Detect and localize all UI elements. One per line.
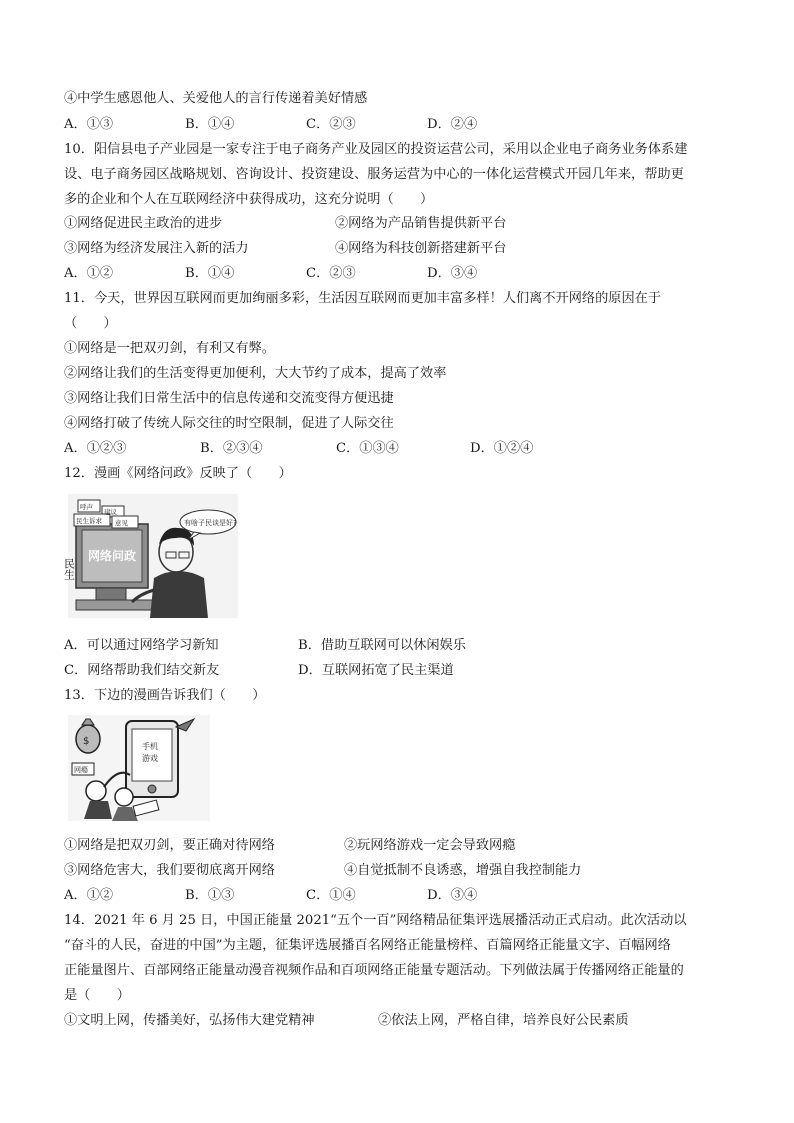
- q13-statement-3: ③网络危害大，我们要彻底离开网络: [64, 863, 275, 878]
- q13-statement-4: ④自觉抵制不良诱惑，增强自我控制能力: [344, 863, 582, 878]
- q13-label-text: 网瘾: [74, 766, 88, 774]
- q12-option-a: A．可以通过网络学习新知: [64, 638, 219, 653]
- q12-stem: 12．漫画《网络问政》反映了（ ）: [64, 466, 292, 481]
- q10-statement-4: ④网络为科技创新搭建新平台: [335, 241, 507, 256]
- q10-option-b: B．①④: [185, 266, 235, 281]
- q11-statement-1: ①网络是一把双刃剑，有利又有弊。: [64, 341, 275, 356]
- q10-statement-1: ①网络促进民主政治的进步: [64, 216, 223, 231]
- q11-option-a: A．①②③: [64, 441, 127, 456]
- q12-option-b: B．借助互联网可以休闲娱乐: [298, 638, 466, 653]
- q10-stem-line-3: 多的企业和个人在互联网经济中获得成功，这充分说明（ ）: [64, 192, 434, 207]
- q12-tag-4: 意见: [115, 519, 128, 527]
- q9-option-d: D．②④: [427, 117, 478, 132]
- q13-option-b: B．①③: [185, 888, 235, 903]
- q12-tag-1: 呼声: [80, 503, 93, 511]
- q12-tag-3: 民生诉求: [76, 517, 102, 525]
- q9-option-c: C．②③: [306, 117, 356, 132]
- q9-option-b: B．①④: [185, 117, 235, 132]
- q11-stem-line-2: （ ）: [64, 316, 117, 331]
- q10-option-a: A．①②: [64, 266, 114, 281]
- q14-stem-line-3: 正能量图片、百部网络正能量动漫音视频作品和百项网络正能量专题活动。下列做法属于传播网络正能量的: [64, 963, 684, 978]
- q13-stem: 13．下边的漫画告诉我们（ ）: [64, 688, 266, 703]
- q12-tag-2: 建议: [104, 508, 117, 516]
- q14-stem-line-1: 14．2021 年 6 月 25 日，中国正能量 2021“五个一百”网络精品征集评选展播活动正式启动。此次活动以: [64, 913, 687, 928]
- q12-option-c: C．网络帮助我们结交新友: [64, 663, 220, 678]
- q12-speech-text: 有啥子民谈是好?: [184, 519, 237, 527]
- q14-statement-1: ①文明上网，传播美好，弘扬伟大建党精神: [64, 1013, 315, 1028]
- q12-option-d: D．互联网拓宽了民主渠道: [298, 663, 454, 678]
- q10-statement-2: ②网络为产品销售提供新平台: [335, 216, 507, 231]
- q12-screen-text: 网络问政: [88, 549, 137, 563]
- q14-stem-line-4: 是（ ）: [64, 988, 130, 1003]
- q9-statement-4: ④中学生感恩他人、关爱他人的言行传递着美好情感: [64, 91, 368, 106]
- q11-statement-3: ③网络让我们日常生活中的信息传递和交流变得方便迅捷: [64, 391, 394, 406]
- q10-stem-line-2: 设、电子商务园区战略规划、咨询设计、投资建设、服务运营为中心的一体化运营模式开园几年来，帮助更: [64, 167, 684, 182]
- q13-phone-text-2: 游戏: [142, 754, 158, 763]
- q11-statement-4: ④网络打破了传统人际交往的时空限制，促进了人际交往: [64, 416, 394, 431]
- q14-stem-line-2: “奋斗的人民，奋进的中国”为主题，征集评选展播百名网络正能量榜样、百篇网络正能量文字、百幅网络: [64, 938, 671, 953]
- q12-cartoon-image: [62, 494, 238, 618]
- q11-stem-line-1: 11．今天，世界因互联网而更加绚丽多彩，生活因互联网而更加丰富多样！人们离不开网络的原因在于: [64, 291, 662, 306]
- q12-side-text: 民生: [62, 558, 76, 580]
- q11-option-d: D．①②④: [470, 441, 534, 456]
- q10-statement-3: ③网络为经济发展注入新的活力: [64, 241, 249, 256]
- q13-option-d: D．③④: [427, 888, 478, 903]
- q14-statement-2: ②依法上网，严格自律，培养良好公民素质: [378, 1013, 629, 1028]
- q9-option-a: A．①③: [64, 117, 114, 132]
- q13-cartoon-image: [68, 715, 210, 821]
- q10-option-d: D．③④: [427, 266, 478, 281]
- q10-stem-line-1: 10．阳信县电子产业园是一家专注于电子商务产业及园区的投资运营公司，采用以企业电子商务业务体系建: [64, 142, 688, 157]
- q11-option-b: B．②③④: [200, 441, 263, 456]
- q13-option-c: C．①④: [306, 888, 356, 903]
- svg-text:$: $: [83, 736, 90, 747]
- q11-option-c: C．①③④: [336, 441, 399, 456]
- q11-statement-2: ②网络让我们的生活变得更加便利，大大节约了成本，提高了效率: [64, 366, 447, 381]
- q10-option-c: C．②③: [306, 266, 356, 281]
- q13-phone-text-1: 手机: [142, 742, 158, 751]
- q13-statement-2: ②玩网络游戏一定会导致网瘾: [344, 838, 516, 853]
- q13-option-a: A．①②: [64, 888, 114, 903]
- q13-statement-1: ①网络是把双刃剑，要正确对待网络: [64, 838, 275, 853]
